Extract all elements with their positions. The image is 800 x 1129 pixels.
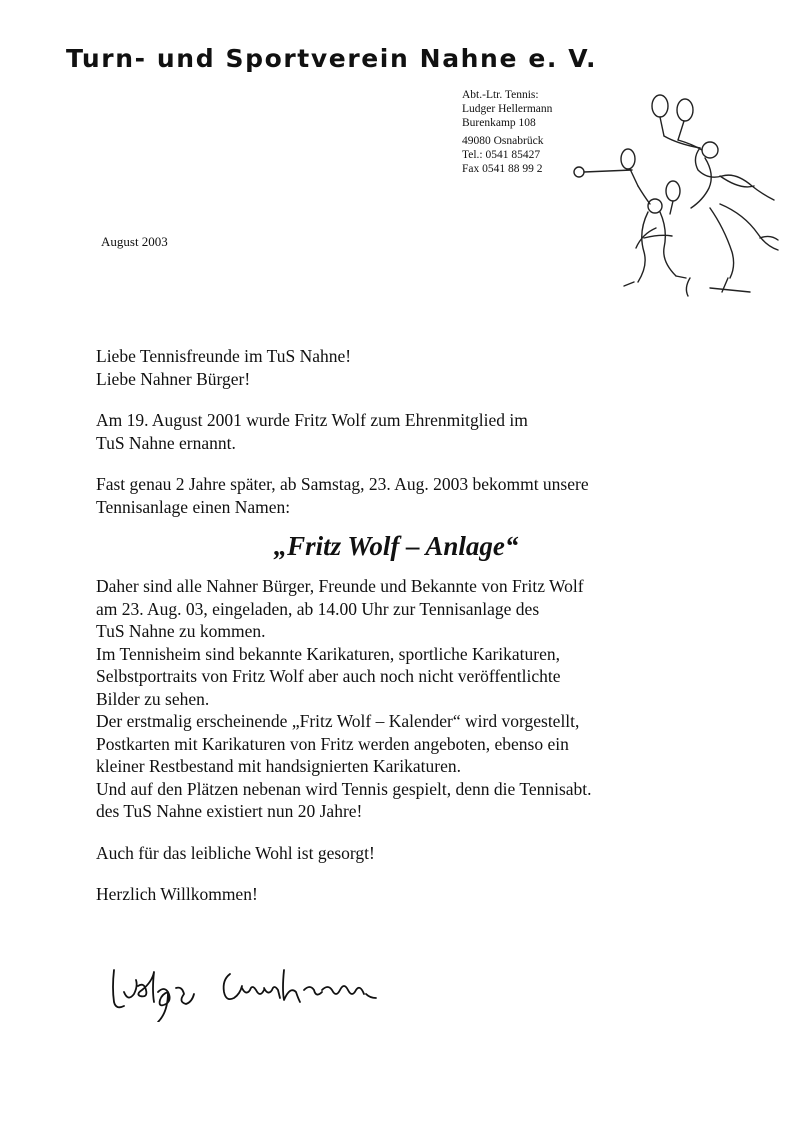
paragraph-naming [96,473,736,518]
greeting-line: Liebe Nahner Bürger! [96,368,251,389]
text-line: Selbstportraits von Fritz Wolf aber auch noch nicht veröffentlichte [96,666,561,686]
text-line: Auch für das leibliche Wohl ist gesorgt! [96,842,375,863]
racket-icon [621,149,635,169]
handwritten-signature [108,962,408,1022]
text-line: Und auf den Plätzen nebenan wird Tennis gespielt, denn die Tennisabt. [96,778,592,799]
text-line: Am 19. August 2001 wurde Fritz Wolf zum Ehrenmitglied im [96,410,528,430]
address-line-department: Abt.-Ltr. Tennis: [462,89,539,101]
text-line: am 23. Aug. 03, eingeladen, ab 14.00 Uhr zur Tennisanlage des [96,598,540,619]
text-line: Im Tennisheim sind bekannte Karikaturen, sportliche Karikaturen, [96,643,561,664]
closing [96,883,736,906]
address-line-fax: Fax 0541 88 99 2 [462,163,543,175]
tennis-ball-icon [574,167,584,177]
letter-body [96,345,736,906]
racket-icon [677,99,693,121]
greeting-line: Liebe Tennisfreunde im TuS Nahne! [96,346,352,366]
tennis-players-drawing [560,88,785,303]
text-line: Tennisanlage einen Namen: [96,496,291,517]
racket-icon [666,181,680,201]
paragraph-catering [96,842,736,865]
greeting [96,345,736,390]
address-block [462,88,552,176]
letter-date: August 2003 [101,234,168,249]
address-line-name: Ludger Hellermann [462,103,553,115]
text-line: des TuS Nahne existiert nun 20 Jahre! [96,801,363,821]
text-line: Postkarten mit Karikaturen von Fritz werden angeboten, ebenso ein [96,733,569,754]
racket-icon [652,95,668,117]
text-line: Der erstmalig erscheinende „Fritz Wolf – Kalender“ wird vorgestellt, [96,711,580,731]
club-name-heading: Turn- und Sportverein Nahne e. V. [66,44,598,73]
paragraph-invitation [96,575,736,823]
address-line-phone: Tel.: 0541 85427 [462,149,541,161]
address-line-city: 49080 Osnabrück [462,135,544,147]
facility-name-title: „Fritz Wolf – Anlage“ [273,531,519,561]
address-line-street: Burenkamp 108 [462,117,536,129]
text-line: Daher sind alle Nahner Bürger, Freunde und Bekannte von Fritz Wolf [96,576,584,596]
closing-line: Herzlich Willkommen! [96,884,258,904]
text-line: TuS Nahne zu kommen. [96,621,266,641]
text-line: Fast genau 2 Jahre später, ab Samstag, 23. Aug. 2003 bekommt unsere [96,474,589,494]
paragraph-honorary-member [96,409,736,454]
text-line: kleiner Restbestand mit handsignierten Karikaturen. [96,756,461,776]
text-line: TuS Nahne ernannt. [96,432,236,453]
text-line: Bilder zu sehen. [96,688,210,709]
